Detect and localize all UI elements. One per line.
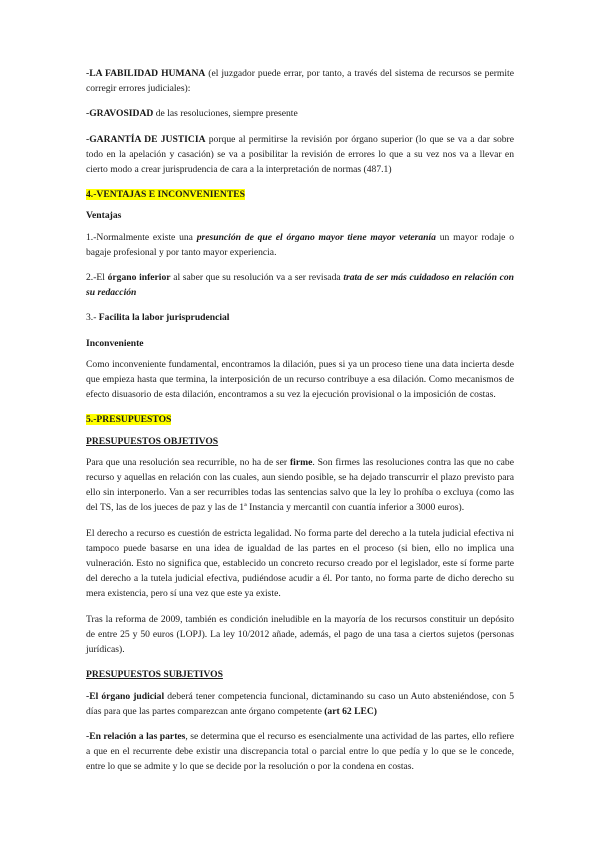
paragraph-gravosidad bbox=[86, 106, 514, 121]
section-4-title: 4.-VENTAJAS E INCONVENIENTES bbox=[86, 189, 245, 201]
subjetivos-paragraph-2 bbox=[86, 729, 514, 775]
objetivos-p1-post: . Son firmes las resoluciones contra las que no cabe recurso y aquellas en relación con las cuales, aun siendo posible, se ha dejado transcurrir el plazo previsto para ello sin interponerlo. Van a ser recurribles todas las sentencias salvo que la ley lo prohíba o excluya (como las del TS, las de los jueces de paz y las de 1ª Instancia y mercantil con cuantía inferior a 3000 euros). bbox=[86, 456, 514, 514]
objetivos-heading bbox=[86, 434, 514, 449]
term-garantia: -GARANTÍA DE JUSTICIA bbox=[86, 133, 206, 145]
ventaja-1-bold: presunción de que el órgano mayor tiene mayor veteranía bbox=[196, 231, 436, 243]
term-gravosidad: -GRAVOSIDAD bbox=[86, 108, 154, 120]
ventaja-3-bold: Facilita la labor jurisprudencial bbox=[98, 312, 230, 324]
section-5-heading bbox=[86, 412, 514, 427]
ventaja-2-mid: al saber que su resolución va a ser revisada bbox=[170, 272, 344, 284]
subjetivos-paragraph-1 bbox=[86, 689, 514, 719]
ventaja-item-1 bbox=[86, 230, 514, 260]
subjetivos-p1-bold: -El órgano judicial bbox=[86, 690, 165, 702]
ventaja-item-2 bbox=[86, 270, 514, 300]
section-4-heading bbox=[86, 187, 514, 202]
objetivos-paragraph-2: El derecho a recurso es cuestión de estricta legalidad. No forma parte del derecho a la tutela judicial efectiva ni tampoco puede basarse en una idea de igualdad de las partes en el proceso (si bien, ello no implica una vulneración. Esto no significa que, establecido un concreto recurso creado por el legislador, este sí forme parte del derecho a la tutela judicial efectiva, pudiéndose acudir a él. Por tanto, no forma parte de dicho derecho su mera existencia, pero sí una vez que este ya existe. bbox=[86, 527, 514, 600]
ventaja-1-pre: 1.-Normalmente existe una bbox=[86, 231, 197, 243]
term-fiabilidad: -LA FABILIDAD HUMANA bbox=[86, 68, 206, 79]
ventajas-title: Ventajas bbox=[86, 210, 122, 222]
ventaja-1-post: un mayor rodaje o bagaje profesional y por tanto mayor experiencia. bbox=[86, 231, 514, 258]
text-fiabilidad: (el juzgador puede errar, por tanto, a través del sistema de recursos se permite corregir errores judiciales): bbox=[86, 68, 514, 95]
objetivos-p1-pre: Para que una resolución sea recurrible, no ha de ser bbox=[86, 456, 290, 468]
text-gravosidad: de las resoluciones, siempre presente bbox=[153, 108, 298, 120]
section-5-title: 5.-PRESUPUESTOS bbox=[86, 414, 172, 426]
inconveniente-text: Como inconveniente fundamental, encontramos la dilación, pues si ya un proceso tiene una data incierta desde que empieza hasta que termina, la interposición de un recurso contribuye a esa dilación. Como mecanismos de efecto disuasorio de esta dilación, encontramos a su vez la ejecución provisional o la imposición de costas. bbox=[86, 358, 514, 401]
subjetivos-p2-post: , se determina que el recurso es esencialmente una actividad de las partes, ello refiere a que en el recurrente debe existir una discrepancia total o parcial entre lo que pedía y lo que se le concede, entre lo que se admite y lo que se decide por la resolución o por la condena en costas. bbox=[86, 730, 514, 773]
subjetivos-p2-bold: -En relación a las partes bbox=[86, 730, 186, 742]
paragraph-garantia bbox=[86, 132, 514, 178]
objetivos-paragraph-3: Tras la reforma de 2009, también es condición ineludible en la mayoría de los recursos constituir un depósito de entre 25 y 50 euros (LOPJ). La ley 10/2012 añade, además, el pago de una tasa a ciertos sujetos (personas jurídicas). bbox=[86, 613, 514, 656]
ventaja-3-pre: 3.- bbox=[86, 312, 99, 324]
text-garantia: porque al permitirse la revisión por órgano superior (lo que se va a dar sobre todo en la apelación y casación) se va a posibilitar la revisión de errores lo que a su vez nos va a llevar en cierto modo a crear jurisprudencia de cara a la interpretación de normas (487.1) bbox=[86, 133, 514, 176]
inconveniente-title: Inconveniente bbox=[86, 337, 144, 349]
ventaja-2-bold-2: trata de ser más cuidadoso en relación con su redacción bbox=[86, 272, 514, 299]
paragraph-fiabilidad bbox=[86, 66, 514, 96]
ventajas-heading bbox=[86, 208, 514, 223]
document-page bbox=[86, 66, 514, 785]
objetivos-title: PRESUPUESTOS OBJETIVOS bbox=[86, 435, 219, 447]
subjetivos-p1-mid: deberá tener competencia funcional, dictaminando su caso un Auto absteniéndose, con 5 días para que las partes comparezcan ante órgano competente bbox=[86, 690, 515, 717]
ventaja-2-pre: 2.-El bbox=[86, 272, 108, 284]
subjetivos-p1-bold-2: (art 62 LEC) bbox=[324, 705, 377, 717]
ventaja-item-3 bbox=[86, 310, 514, 325]
subjetivos-title: PRESUPUESTOS SUBJETIVOS bbox=[86, 669, 223, 681]
ventaja-2-bold-1: órgano inferior bbox=[107, 272, 171, 284]
inconveniente-heading bbox=[86, 336, 514, 351]
objetivos-paragraph-1 bbox=[86, 455, 514, 516]
subjetivos-heading bbox=[86, 667, 514, 682]
objetivos-p1-bold: firme bbox=[289, 456, 313, 468]
